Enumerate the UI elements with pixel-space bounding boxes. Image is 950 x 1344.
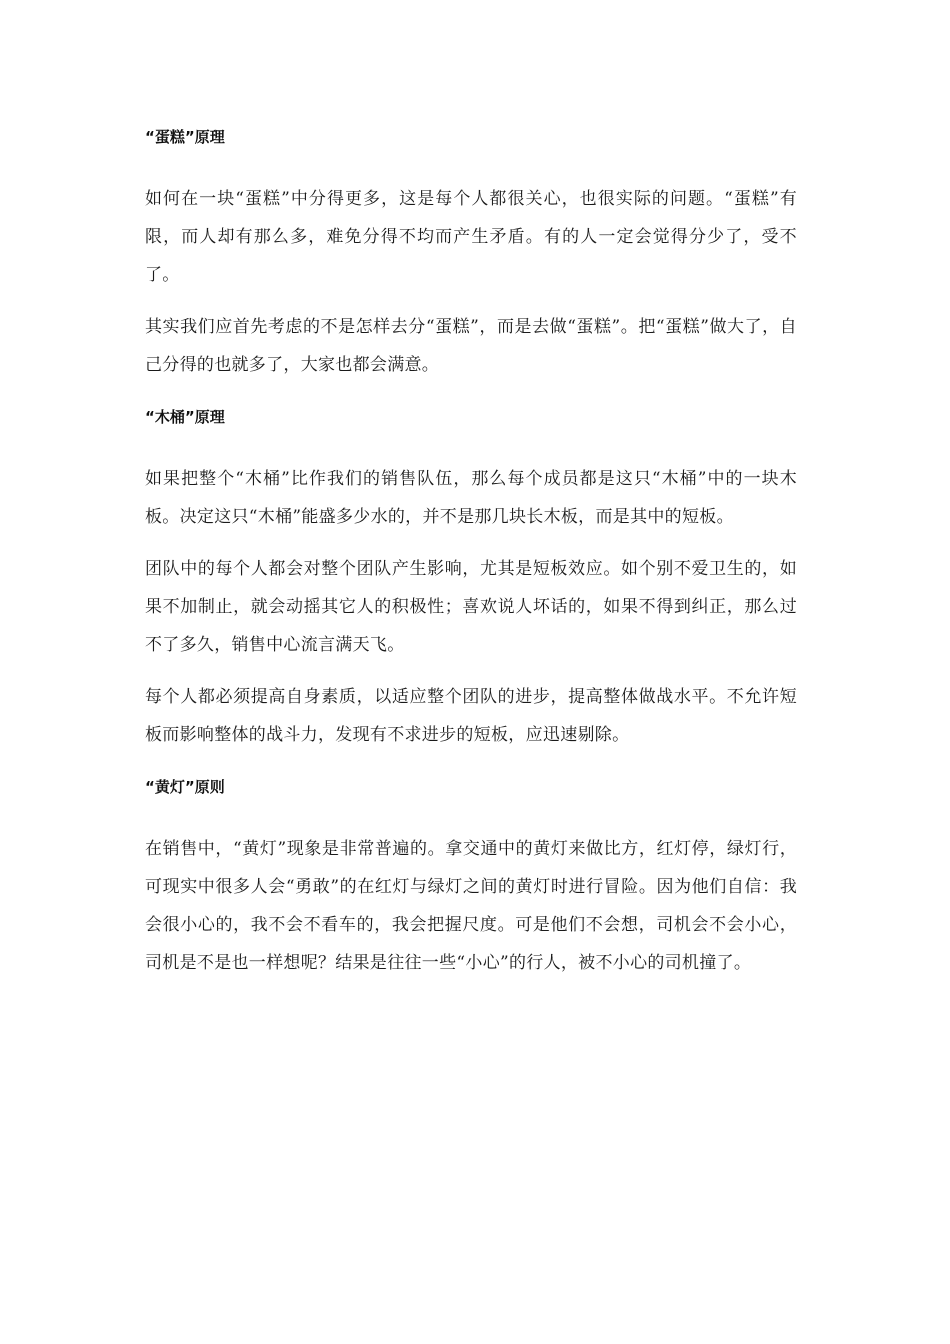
section-heading: “黄灯”原则 — [145, 778, 225, 796]
section-heading: “木桶”原理 — [145, 408, 225, 426]
section-cake-principle — [145, 118, 797, 384]
section-yellow-light-rule — [145, 768, 797, 982]
section-heading: “蛋糕”原理 — [145, 128, 225, 146]
paragraph: 其实我们应首先考虑的不是怎样去分“蛋糕”，而是去做“蛋糕”。把“蛋糕”做大了，自己分得的也就多了，大家也都会满意。 — [145, 317, 797, 375]
section-bucket-principle — [145, 398, 797, 754]
paragraph: 每个人都必须提高自身素质，以适应整个团队的进步，提高整体做战水平。不允许短板而影响整体的战斗力，发现有不求进步的短板，应迅速剔除。 — [145, 687, 797, 745]
paragraph: 团队中的每个人都会对整个团队产生影响，尤其是短板效应。如个别不爱卫生的，如果不加制止，就会动摇其它人的积极性；喜欢说人坏话的，如果不得到纠正，那么过不了多久，销售中心流言满天飞。 — [145, 559, 797, 655]
paragraph: 如何在一块“蛋糕”中分得更多，这是每个人都很关心，也很实际的问题。“蛋糕”有限，而人却有那么多，难免分得不均而产生矛盾。有的人一定会觉得分少了，受不了。 — [145, 189, 797, 285]
document-page — [145, 118, 797, 996]
paragraph: 如果把整个“木桶”比作我们的销售队伍，那么每个成员都是这只“木桶”中的一块木板。决定这只“木桶”能盛多少水的，并不是那几块长木板，而是其中的短板。 — [145, 469, 797, 527]
paragraph: 在销售中，“黄灯”现象是非常普遍的。拿交通中的黄灯来做比方，红灯停，绿灯行，可现实中很多人会“勇敢”的在红灯与绿灯之间的黄灯时进行冒险。因为他们自信：我会很小心的，我不会不看车的，我会把握尺度。可是他们不会想，司机会不会小心，司机是不是也一样想呢？结果是往往一些“小心”的行人，被不小心的司机撞了。 — [145, 839, 797, 973]
